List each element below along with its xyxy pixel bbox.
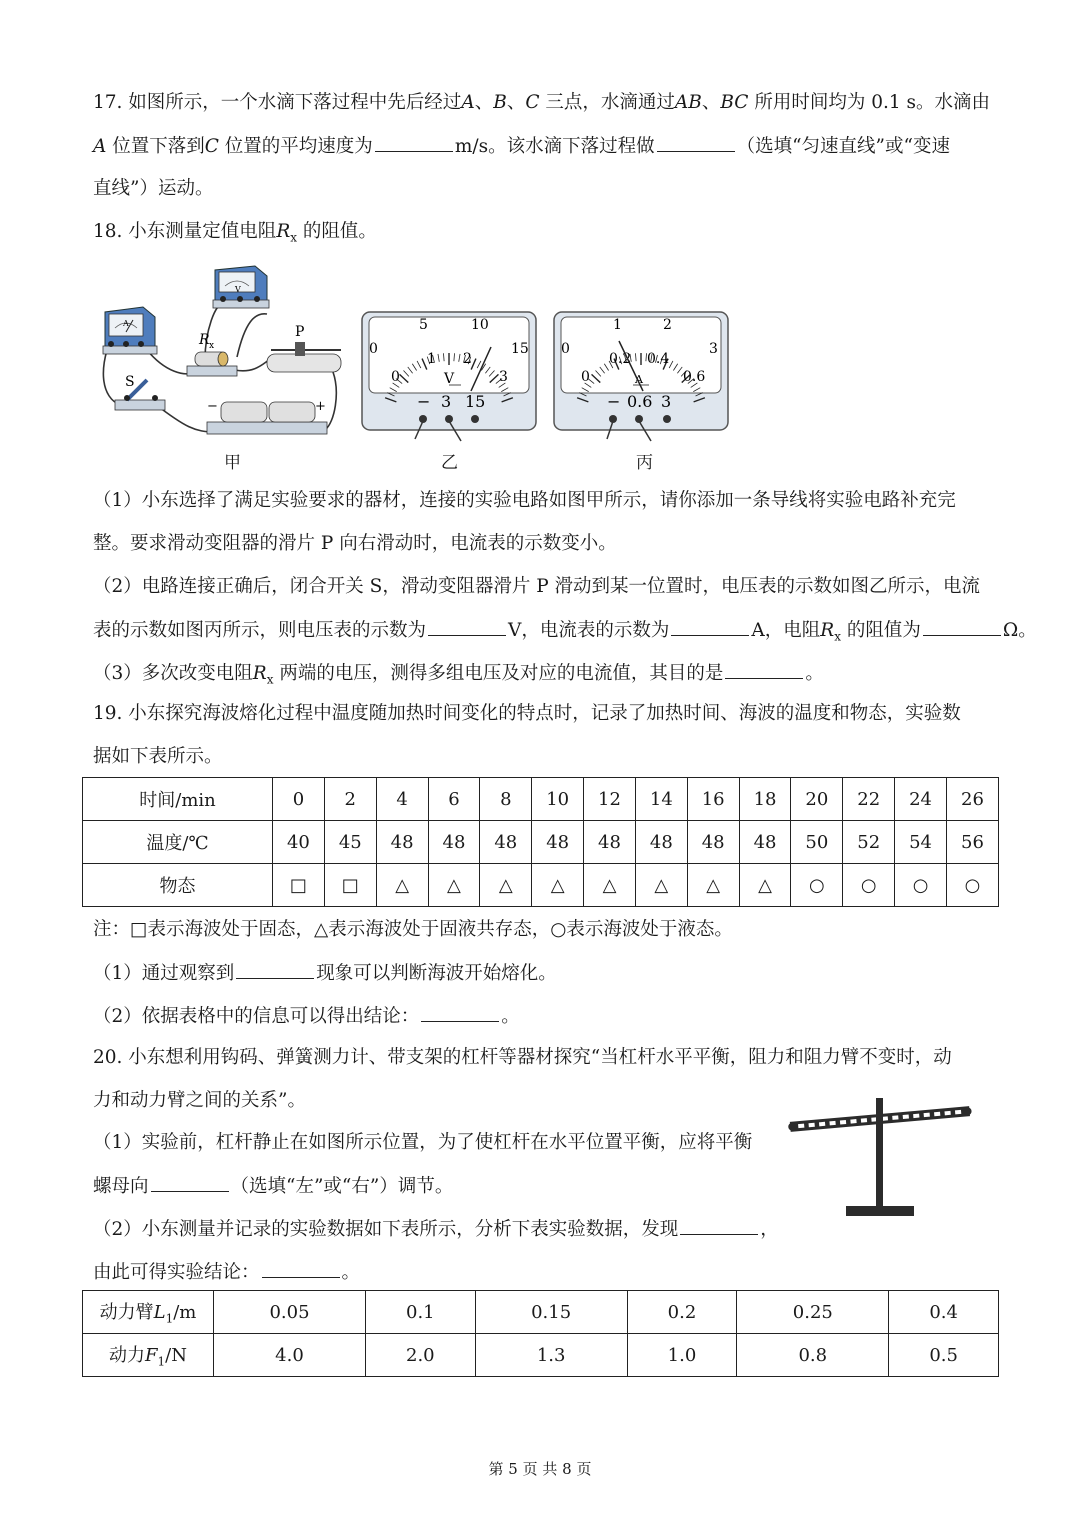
table-cell: △ xyxy=(739,864,791,907)
table-cell: 2.0 xyxy=(365,1334,475,1377)
answer-blank[interactable] xyxy=(671,617,749,636)
rx-label-sub: x xyxy=(209,341,215,351)
table-cell: 24 xyxy=(895,778,947,821)
rx-subscript: x xyxy=(290,230,298,245)
table-cell: 8 xyxy=(480,778,532,821)
rx-symbol: R xyxy=(252,663,267,684)
q20-line-2 xyxy=(93,1088,306,1114)
table-cell: 0.2 xyxy=(627,1291,737,1334)
table-cell: 0.4 xyxy=(889,1291,999,1334)
q19-text: 注：□表示海波处于固态，△表示海波处于固液共存态，○表示海波处于液态。 xyxy=(93,919,733,940)
q19-p2 xyxy=(93,1003,520,1030)
a-upper-1: 1 xyxy=(613,317,622,333)
table-cell: 56 xyxy=(946,821,998,864)
ammeter-figure xyxy=(553,311,729,459)
q18-text: （1）小东选择了满足实验要求的器材，连接的实验电路如图甲所示，请你添加一条导线将实验电路补充完 xyxy=(93,490,956,511)
q19-note xyxy=(93,917,733,943)
rx-subscript: x xyxy=(266,672,274,687)
a-upper-3: 3 xyxy=(709,341,718,357)
q18-text: 的阻值。 xyxy=(297,221,377,242)
separator: 、 xyxy=(474,92,494,113)
q20-text: （2）小东测量并记录的实验数据如下表所示，分析下表实验数据，发现 xyxy=(93,1219,679,1240)
point-b: B xyxy=(493,92,507,113)
q19-text: 。 xyxy=(501,1006,520,1027)
q18-text: 整。要求滑动变阻器的滑片 P 向右滑动时，电流表的示数变小。 xyxy=(93,533,617,554)
table-cell: 12 xyxy=(584,778,636,821)
row-label-temp: 温度/℃ xyxy=(83,821,273,864)
answer-blank[interactable] xyxy=(725,660,803,679)
figure-label-jia: 甲 xyxy=(224,453,241,473)
q17-text: 位置的平均速度为 xyxy=(218,136,373,157)
answer-blank[interactable] xyxy=(262,1259,340,1278)
rx-symbol: R xyxy=(820,620,835,641)
q18-p1-line-2 xyxy=(93,531,617,557)
rx-symbol: R xyxy=(276,221,291,242)
f1-subscript: 1 xyxy=(157,1354,166,1369)
q20-text: 力和动力臂之间的关系”。 xyxy=(93,1090,306,1111)
lever-scale-mark xyxy=(892,1115,898,1120)
lever-scale-mark xyxy=(934,1112,940,1117)
a-terminal-minus: − xyxy=(607,392,621,411)
v-lower-0: 0 xyxy=(391,369,400,385)
table-cell: △ xyxy=(376,864,428,907)
q18-title xyxy=(93,219,377,251)
rx-subscript: x xyxy=(834,629,841,644)
lever-scale-mark xyxy=(850,1119,856,1124)
battery xyxy=(207,399,327,434)
answer-blank[interactable] xyxy=(375,133,453,152)
rx-label: R xyxy=(199,332,210,348)
q17-line-1 xyxy=(93,90,990,116)
table-cell: △ xyxy=(635,864,687,907)
page-footer: 第 5 页 共 8 页 xyxy=(488,1460,592,1478)
table-cell: 4 xyxy=(376,778,428,821)
l1-symbol: L xyxy=(153,1302,166,1324)
table-cell: 14 xyxy=(635,778,687,821)
v-lower-2: 2 xyxy=(463,351,472,367)
a-upper-2: 2 xyxy=(663,317,672,333)
table-row-time xyxy=(83,778,999,821)
q19-text: 现象可以判断海波开始熔化。 xyxy=(316,963,557,984)
lever-scale-mark xyxy=(955,1110,961,1115)
v-lower-1: 1 xyxy=(427,351,436,367)
voltmeter-letter: V xyxy=(235,285,241,294)
table-cell: △ xyxy=(480,864,532,907)
q20-text: （1）实验前，杠杆静止在如图所示位置，为了使杠杆在水平位置平衡，应将平衡 xyxy=(93,1132,753,1153)
q18-text: V，电流表的示数为 xyxy=(508,620,670,641)
point-c: C xyxy=(204,136,219,157)
label-text: 动力臂 xyxy=(99,1302,154,1324)
lever-scale-mark xyxy=(840,1120,846,1125)
table-cell: 52 xyxy=(843,821,895,864)
lever-scale-mark xyxy=(913,1114,919,1119)
table-cell: 0.8 xyxy=(737,1334,889,1377)
q18-text: 的阻值为 xyxy=(840,620,921,641)
table-cell: 48 xyxy=(376,821,428,864)
q19-p1 xyxy=(93,960,557,987)
table-cell: 48 xyxy=(687,821,739,864)
l1-subscript: 1 xyxy=(165,1311,174,1326)
v-upper-5: 5 xyxy=(419,317,428,333)
figure-label-bing: 丙 xyxy=(636,453,653,473)
lever-scale-mark xyxy=(903,1114,909,1119)
v-upper-10: 10 xyxy=(471,317,489,333)
table-cell: 45 xyxy=(324,821,376,864)
q20-line-1 xyxy=(93,1045,952,1071)
q18-p1-line-1 xyxy=(93,488,956,514)
q17-text: 三点，水滴通过 xyxy=(539,92,675,113)
unit-text: /m xyxy=(173,1302,197,1324)
q20-p1-line-1 xyxy=(93,1130,752,1156)
q17-text: 位置下落到 xyxy=(106,136,205,157)
q19-line-2 xyxy=(93,744,223,770)
point-a: A xyxy=(93,136,107,157)
battery-minus: − xyxy=(207,399,218,414)
q19-line-1 xyxy=(93,701,961,727)
table-cell: 16 xyxy=(687,778,739,821)
table-cell: ○ xyxy=(791,864,843,907)
q20-p1-line-2 xyxy=(93,1173,453,1200)
table-cell: △ xyxy=(532,864,584,907)
q19-text: 19. 小东探究海波熔化过程中温度随加热时间变化的特点时，记录了加热时间、海波的温度和物态，实验数 xyxy=(93,703,961,724)
table-cell: 0.5 xyxy=(889,1334,999,1377)
row-label-time: 时间/min xyxy=(83,778,273,821)
q17-text: （选填“匀速直线”或“变速 xyxy=(736,136,950,157)
label-text: 动力 xyxy=(109,1345,146,1367)
q18-text: （3）多次改变电阻 xyxy=(93,663,253,684)
voltmeter-figure xyxy=(361,311,537,459)
f1-symbol: F xyxy=(145,1345,158,1367)
lever-scale-mark xyxy=(861,1118,867,1123)
q20-text: 螺母向 xyxy=(93,1176,149,1197)
q18-text: 表的示数如图丙所示，则电压表的示数为 xyxy=(93,620,427,641)
q20-p2-line-2 xyxy=(93,1259,360,1286)
circuit-figure xyxy=(95,262,355,448)
q20-text: 20. 小东想利用钩码、弹簧测力计、带支架的杠杆等器材探究“当杠杆水平平衡，阻力和阻力臂不变时，动 xyxy=(93,1047,952,1068)
q19-text: （2）依据表格中的信息可以得出结论： xyxy=(93,1006,420,1027)
ammeter-device xyxy=(103,307,157,354)
q18-text: （2）电路连接正确后，闭合开关 S，滑动变阻器滑片 P 滑动到某一位置时，电压表的示数如图乙所示，电流 xyxy=(93,576,981,597)
q20-text: ， xyxy=(760,1219,779,1240)
q18-text: 两端的电压，测得多组电压及对应的电流值，其目的是 xyxy=(273,663,724,684)
v-terminal-minus: − xyxy=(417,392,431,411)
v-unit: V xyxy=(444,371,455,387)
q18-p3-line xyxy=(93,660,824,693)
q18-p2-line-1 xyxy=(93,574,980,600)
table-row-temp xyxy=(83,821,999,864)
lever-scale-mark xyxy=(944,1111,950,1116)
table-row-force xyxy=(83,1334,999,1377)
answer-blank[interactable] xyxy=(428,617,506,636)
a-lower-06: 0.6 xyxy=(683,369,706,385)
row-label-force xyxy=(83,1334,214,1377)
q17-text: 所用时间均为 0.1 s。水滴由 xyxy=(748,92,991,113)
row-label-arm xyxy=(83,1291,214,1334)
q19-text: （1）通过观察到 xyxy=(93,963,235,984)
table-cell: □ xyxy=(324,864,376,907)
q17-text: 17. 如图所示，一个水滴下落过程中先后经过 xyxy=(93,92,462,113)
resistor-rx xyxy=(187,332,237,376)
table-cell: 20 xyxy=(791,778,843,821)
a-lower-04: 0.4 xyxy=(647,351,670,367)
table-cell: 10 xyxy=(532,778,584,821)
table-cell: ○ xyxy=(843,864,895,907)
table-cell: 40 xyxy=(273,821,325,864)
point-a: A xyxy=(461,92,475,113)
table-cell: 0 xyxy=(273,778,325,821)
table-row-state xyxy=(83,864,999,907)
slider-p-label: P xyxy=(295,324,305,340)
row-label-state: 物态 xyxy=(83,864,273,907)
table-cell: 26 xyxy=(946,778,998,821)
table-cell: △ xyxy=(584,864,636,907)
table-cell: 48 xyxy=(739,821,791,864)
a-unit: A xyxy=(635,373,643,386)
a-terminal-3: 3 xyxy=(661,392,672,411)
separator: 、 xyxy=(506,92,526,113)
v-upper-15: 15 xyxy=(511,341,529,357)
rheostat xyxy=(267,324,341,372)
table-cell: △ xyxy=(687,864,739,907)
q18-text: 18. 小东测量定值电阻 xyxy=(93,221,277,242)
table-cell: 1.3 xyxy=(475,1334,627,1377)
battery-plus: + xyxy=(315,399,326,414)
table-cell: 0.05 xyxy=(214,1291,366,1334)
a-lower-02: 0.2 xyxy=(609,351,632,367)
table-cell: 0.15 xyxy=(475,1291,627,1334)
q17-line-3 xyxy=(93,176,213,202)
segment-ab: AB xyxy=(674,92,702,113)
v-upper-0: 0 xyxy=(369,341,378,357)
figure-label-yi: 乙 xyxy=(441,453,458,473)
a-lower-0: 0 xyxy=(581,369,590,385)
table-cell: 0.25 xyxy=(737,1291,889,1334)
answer-blank[interactable] xyxy=(151,1173,229,1192)
q20-text: （选填“左”或“右”）调节。 xyxy=(230,1176,454,1197)
q17-text: m/s。该水滴下落过程做 xyxy=(454,136,655,157)
lever-table xyxy=(82,1290,999,1377)
table-cell: ○ xyxy=(946,864,998,907)
lever-figure xyxy=(780,1090,980,1222)
table-cell: △ xyxy=(428,864,480,907)
lever-scale-mark xyxy=(819,1122,825,1127)
a-upper-0: 0 xyxy=(561,341,570,357)
q17-text: 直线”）运动。 xyxy=(93,178,214,199)
switch-label: S xyxy=(125,374,135,390)
answer-blank[interactable] xyxy=(680,1216,758,1235)
table-cell: 50 xyxy=(791,821,843,864)
q18-text: A，电阻 xyxy=(751,620,821,641)
q19-text: 据如下表所示。 xyxy=(93,746,223,767)
q20-text: 。 xyxy=(341,1262,361,1283)
table-cell: 54 xyxy=(895,821,947,864)
v-terminal-3: 3 xyxy=(441,392,452,411)
table-cell: 18 xyxy=(739,778,791,821)
table-cell: 0.1 xyxy=(365,1291,475,1334)
lever-scale-mark xyxy=(924,1113,930,1118)
point-c: C xyxy=(525,92,540,113)
answer-blank[interactable] xyxy=(236,960,314,979)
table-cell: ○ xyxy=(895,864,947,907)
answer-blank[interactable] xyxy=(421,1003,499,1022)
q20-p2-line-1 xyxy=(93,1216,779,1243)
voltmeter-device xyxy=(213,266,269,308)
lever-scale-mark xyxy=(798,1124,804,1129)
table-cell: 2 xyxy=(324,778,376,821)
table-cell: 6 xyxy=(428,778,480,821)
unit-text: /N xyxy=(165,1345,187,1367)
separator: 、 xyxy=(701,92,721,113)
table-row-arm xyxy=(83,1291,999,1334)
answer-blank[interactable] xyxy=(657,133,735,152)
table-cell: 48 xyxy=(635,821,687,864)
table-cell: 22 xyxy=(843,778,895,821)
table-cell: 1.0 xyxy=(627,1334,737,1377)
table-cell: 48 xyxy=(532,821,584,864)
answer-blank[interactable] xyxy=(923,617,1001,636)
table-cell: 4.0 xyxy=(214,1334,366,1377)
v-lower-3: 3 xyxy=(499,369,508,385)
v-terminal-15: 15 xyxy=(465,392,486,411)
q18-text: Ω。 xyxy=(1002,620,1037,641)
q18-p2-line-2 xyxy=(93,617,1037,650)
segment-bc: BC xyxy=(720,92,749,113)
table-cell: □ xyxy=(273,864,325,907)
q17-line-2 xyxy=(93,133,950,160)
ammeter-letter: A xyxy=(123,319,129,328)
table-cell: 48 xyxy=(428,821,480,864)
lever-scale-mark xyxy=(809,1123,815,1128)
table-cell: 48 xyxy=(480,821,532,864)
table-cell: 48 xyxy=(584,821,636,864)
a-terminal-06: 0.6 xyxy=(627,392,653,411)
q18-text: 。 xyxy=(805,663,824,684)
lever-scale-mark xyxy=(829,1121,835,1126)
q20-text: 由此可得实验结论： xyxy=(93,1262,260,1283)
melting-table xyxy=(82,777,999,907)
switch xyxy=(115,374,165,410)
